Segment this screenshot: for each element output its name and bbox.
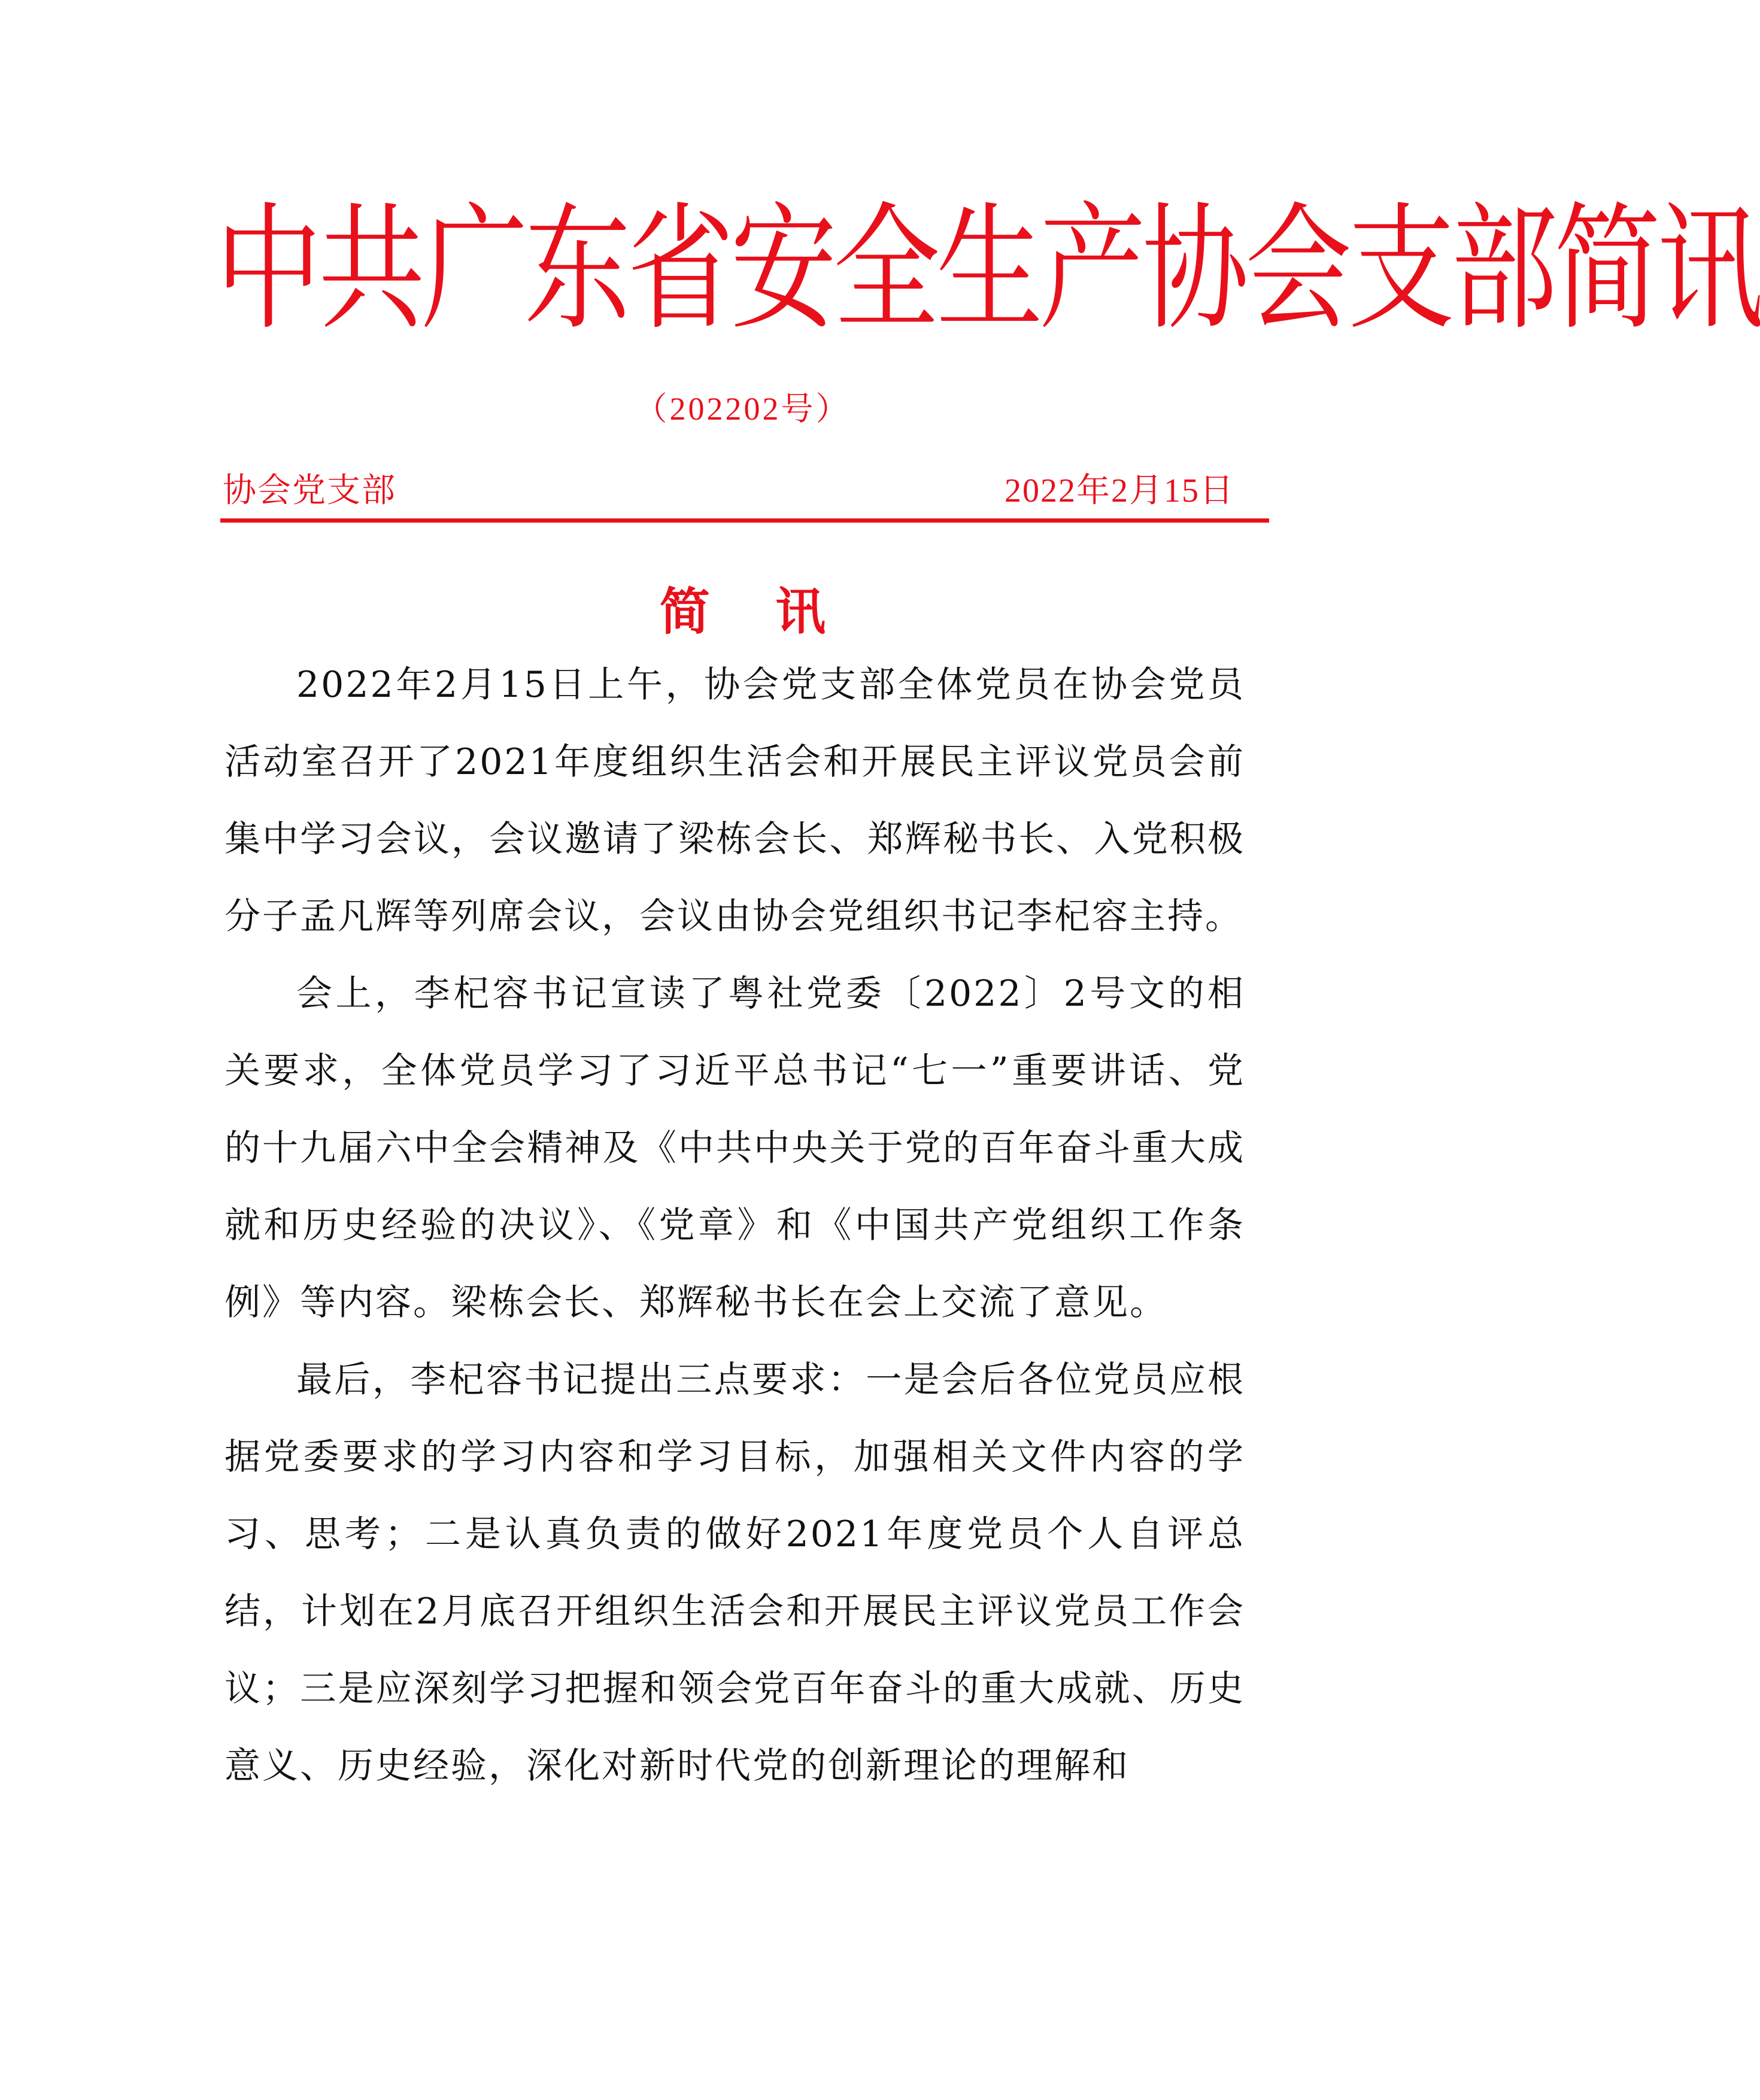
newsletter-masthead: 中共广东省安全生产协会支部简讯 xyxy=(216,189,1760,348)
article-body xyxy=(224,647,1245,1805)
red-separator-rule xyxy=(220,518,1269,523)
article-paragraph-3: 最后，李杞容书记提出三点要求：一是会后各位党员应根据党委要求的学习内容和学习目标，加强相关文件内容的学习、思考；二是认真负责的做好2021年度党员个人自评总结，计划在2月底召开组织生活会和开展民主评议党员工作会议；三是应深刻学习把握和领会党百年奋斗的重大成就、历史意义、历史经验，深化对新时代党的创新理论的理解和 xyxy=(224,1359,1245,1787)
issue-date: 2022年2月15日 xyxy=(1005,472,1234,509)
issuing-organization: 协会党支部 xyxy=(223,472,396,509)
article-title: 简 讯 xyxy=(659,582,850,641)
article-paragraph-2: 会上，李杞容书记宣读了粤社党委〔2022〕2号文的相关要求，全体党员学习了习近平总书记“七一”重要讲话、党的十九届六中全会精神及《中共中央关于党的百年奋斗重大成就和历史经验的决议》、《党章》和《中国共产党组织工作条例》等内容。梁栋会长、郑辉秘书长在会上交流了意见。 xyxy=(224,973,1245,1324)
issue-number: （202202号） xyxy=(635,391,851,427)
article-paragraph-1: 2022年2月15日上午，协会党支部全体党员在协会党员活动室召开了2021年度组织生活会和开展民主评议党员会前集中学习会议，会议邀请了梁栋会长、郑辉秘书长、入党积极分子孟凡辉等列席会议，会议由协会党组织书记李杞容主持。 xyxy=(224,664,1245,937)
